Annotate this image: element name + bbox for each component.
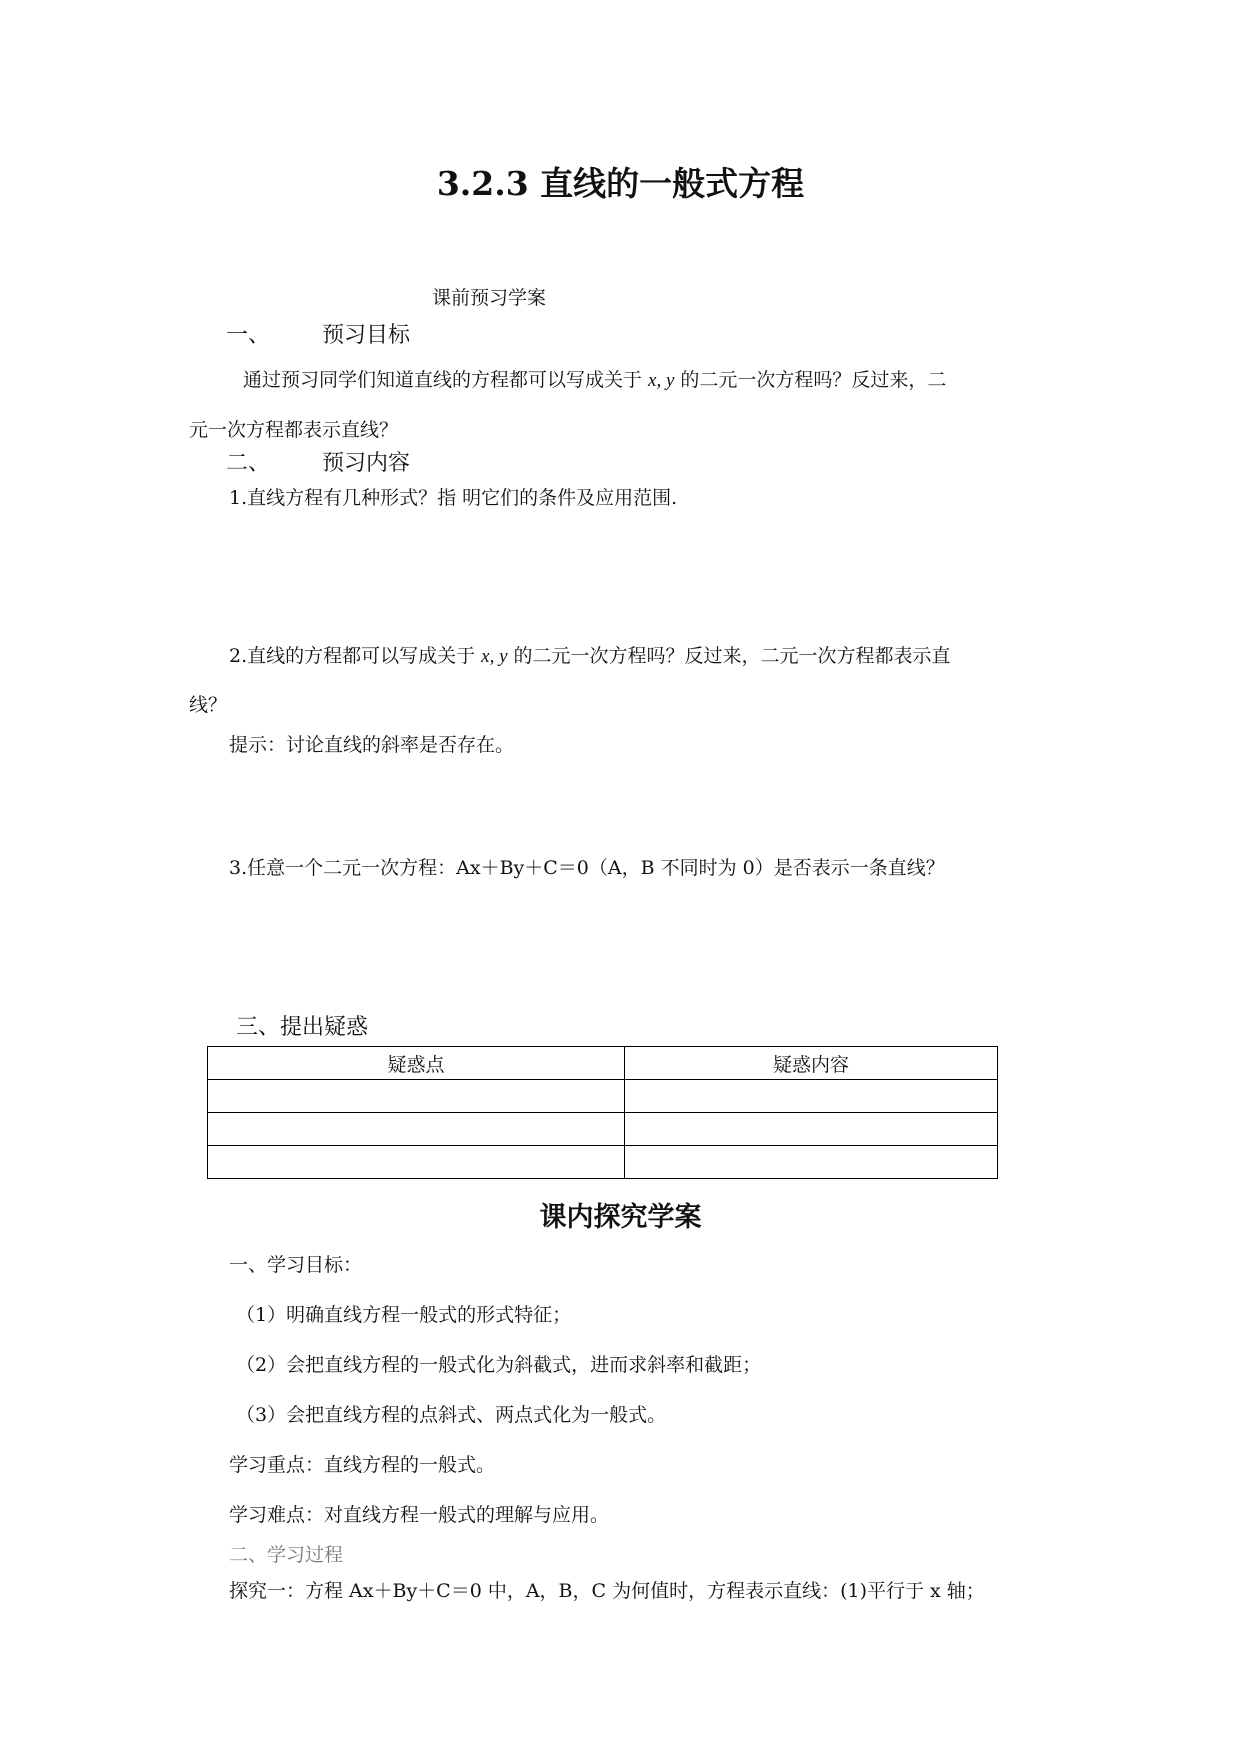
question-2-text-a: 2.直线的方程都可以写成关于: [229, 645, 476, 667]
preview-goal-text-a: 通过预习同学们知道直线的方程都可以写成关于: [243, 369, 643, 391]
in-class-plan-title: 课内探究学案: [539, 1202, 702, 1233]
learning-goal-3: （3）会把直线方程的点斜式、两点式化为一般式。: [236, 1404, 667, 1426]
document-title: 3.2.3 直线的一般式方程: [436, 164, 805, 203]
learning-goals-heading: 一、学习目标：: [229, 1254, 363, 1276]
preview-goal-text-b: 的二元一次方程吗？反过来，二: [680, 369, 947, 391]
table-header-doubt-content: 疑惑内容: [625, 1047, 998, 1080]
table-cell[interactable]: [208, 1113, 625, 1146]
hint-text: 提示：讨论直线的斜率是否存在。: [229, 734, 515, 756]
section-2-heading: 预习内容: [322, 451, 411, 476]
question-2-text-c: 线？: [189, 694, 228, 716]
question-2-text-b: 的二元一次方程吗？反过来，二元一次方程都表示直: [513, 645, 951, 667]
section-2-number: 二、: [226, 451, 271, 476]
question-1: 1.直线方程有几种形式？指 明它们的条件及应用范围.: [229, 487, 678, 509]
question-2-variables: x, y: [481, 646, 508, 667]
section-3-heading: 三、提出疑惑: [236, 1015, 369, 1040]
table-cell[interactable]: [625, 1113, 998, 1146]
table-cell[interactable]: [625, 1080, 998, 1113]
question-2: [229, 641, 951, 668]
exploration-1: 探究一：方程 Ax＋By＋C＝0 中，A，B，C 为何值时，方程表示直线：(1)平行于 x 轴；: [229, 1580, 985, 1602]
section-1-heading: 预习目标: [322, 323, 411, 348]
table-cell[interactable]: [208, 1146, 625, 1179]
preview-goal-text-c: 元一次方程都表示直线？: [189, 419, 399, 441]
table-header-row: [208, 1047, 998, 1080]
section-1-number: 一、: [226, 323, 271, 348]
key-point: 学习重点：直线方程的一般式。: [229, 1454, 496, 1476]
table-header-doubt-point: 疑惑点: [208, 1047, 625, 1080]
learning-goal-2: （2）会把直线方程的一般式化为斜截式，进而求斜率和截距；: [236, 1354, 762, 1376]
table-row: [208, 1146, 998, 1179]
question-3: 3.任意一个二元一次方程：Ax＋By＋C＝0（A，B 不同时为 0）是否表示一条直线？: [229, 857, 945, 879]
doubts-table: [207, 1046, 998, 1179]
table-cell[interactable]: [625, 1146, 998, 1179]
learning-process-heading: 二、学习过程: [229, 1544, 344, 1566]
table-row: [208, 1113, 998, 1146]
difficulty-point: 学习难点：对直线方程一般式的理解与应用。: [229, 1504, 610, 1526]
table-cell[interactable]: [208, 1080, 625, 1113]
preview-goal-text: [243, 365, 946, 392]
learning-goal-1: （1）明确直线方程一般式的形式特征；: [236, 1304, 572, 1326]
preview-plan-title: 课前预习学案: [432, 287, 547, 309]
table-row: [208, 1080, 998, 1113]
variables-xy: x, y: [648, 370, 675, 391]
